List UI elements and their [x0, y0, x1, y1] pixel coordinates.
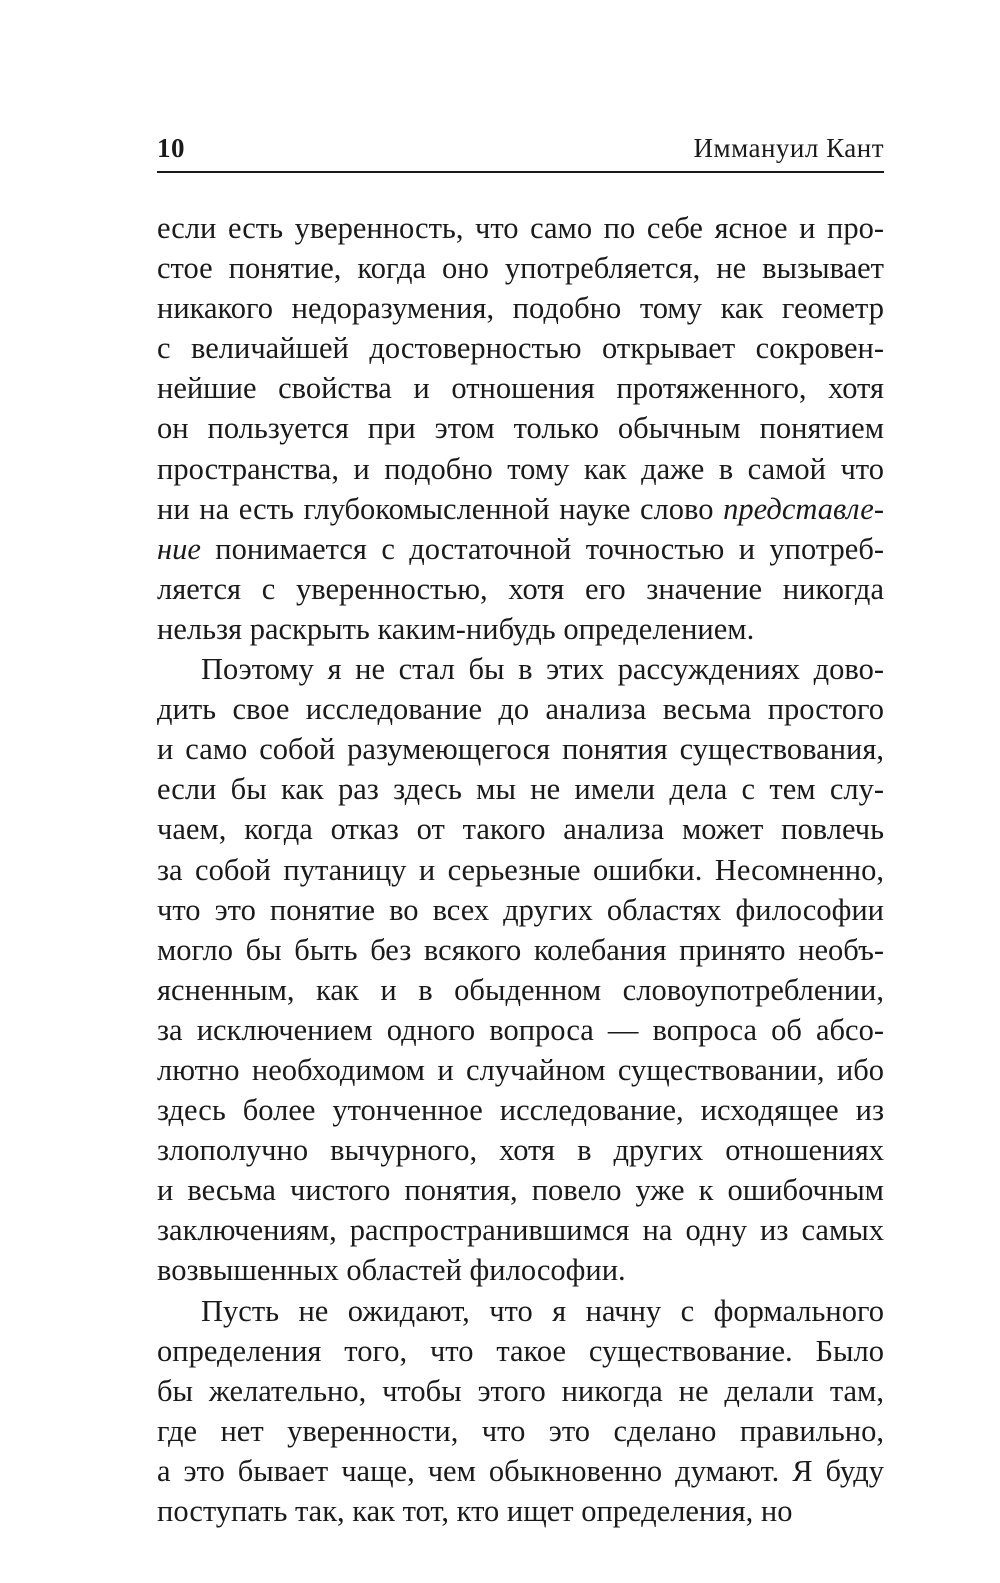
text-line: могло бы быть без всякого колебания принято необъ- — [157, 932, 884, 967]
text-line: ляется с уверенностью, хотя его значение никогда — [157, 571, 884, 606]
text-line: за собой путаницу и серьезные ошибки. Несомненно, — [157, 852, 884, 887]
text-line: с величайшей достоверностью открывает сокровен- — [157, 331, 884, 366]
text-line: дить свое исследование до анализа весьма простого — [157, 692, 884, 727]
text-line: за исключением одного вопроса — вопроса об абсо- — [157, 1012, 884, 1047]
running-head — [157, 124, 884, 164]
text-line: он пользуется при этом только обычным понятием — [157, 411, 884, 446]
paragraph — [157, 1291, 884, 1532]
text-line: лютно необходимом и случайном существовании, ибо — [157, 1052, 884, 1087]
running-head-author: Иммануил Кант — [693, 133, 884, 163]
text-line: ясненным, как и в обыденном словоупотреблении, — [157, 972, 884, 1007]
text-line: и само собой разумеющегося понятия существования, — [157, 732, 884, 767]
text-line: здесь более утонченное исследование, исходящее из — [157, 1093, 884, 1128]
text-line: если есть уверенность, что само по себе ясное и про- — [157, 211, 884, 245]
text-line: определения того, что такое существование. Было — [157, 1333, 884, 1368]
text-line: бы желательно, чтобы этого никогда не делали там, — [157, 1373, 884, 1408]
text-line: если бы как раз здесь мы не имели дела с тем слу- — [157, 772, 884, 807]
text-line: и весьма чистого понятия, повело уже к ошибочным — [157, 1173, 884, 1208]
text-line: Поэтому я не стал бы в этих рассуждениях дово- — [201, 652, 884, 687]
text-line: где нет уверенности, что это сделано правильно, — [157, 1413, 884, 1448]
text-line: Пусть не ожидают, что я начну с формального — [201, 1293, 884, 1328]
text-line: поступать так, как тот, кто ищет определения, но — [157, 1494, 793, 1528]
paragraph — [157, 649, 884, 1291]
body-text — [157, 208, 884, 1531]
text-line: ни на есть глубокомысленной науке слово представле- — [157, 491, 884, 526]
text-line: возвышенных областей философии. — [157, 1253, 626, 1288]
text-line: пространства, и подобно тому как даже в самой что — [157, 451, 884, 486]
text-line: нейшие свойства и отношения протяженного, хотя — [157, 371, 884, 406]
text-line: ние понимается с достаточной точностью и употреб- — [157, 531, 884, 566]
page-number: 10 — [157, 133, 185, 163]
text-line: что это понятие во всех других областях философии — [157, 892, 884, 927]
text-line: нельзя раскрыть каким-нибудь определением. — [157, 611, 755, 646]
header-rule — [157, 171, 884, 173]
text-line: стое понятие, когда оно употребляется, не вызывает — [157, 251, 884, 286]
text-line: заключениям, распространившимся на одну из самых — [157, 1213, 884, 1248]
text-line: никакого недоразумения, подобно тому как геометр — [157, 291, 884, 326]
text-line: злополучно вычурного, хотя в других отношениях — [157, 1133, 884, 1168]
paragraph — [157, 208, 884, 649]
text-line: а это бывает чаще, чем обыкновенно думают. Я буду — [157, 1453, 884, 1488]
text-line: чаем, когда отказ от такого анализа может повлечь — [157, 812, 884, 847]
italic-term: представле- — [723, 491, 884, 526]
italic-term: ние — [157, 531, 201, 566]
